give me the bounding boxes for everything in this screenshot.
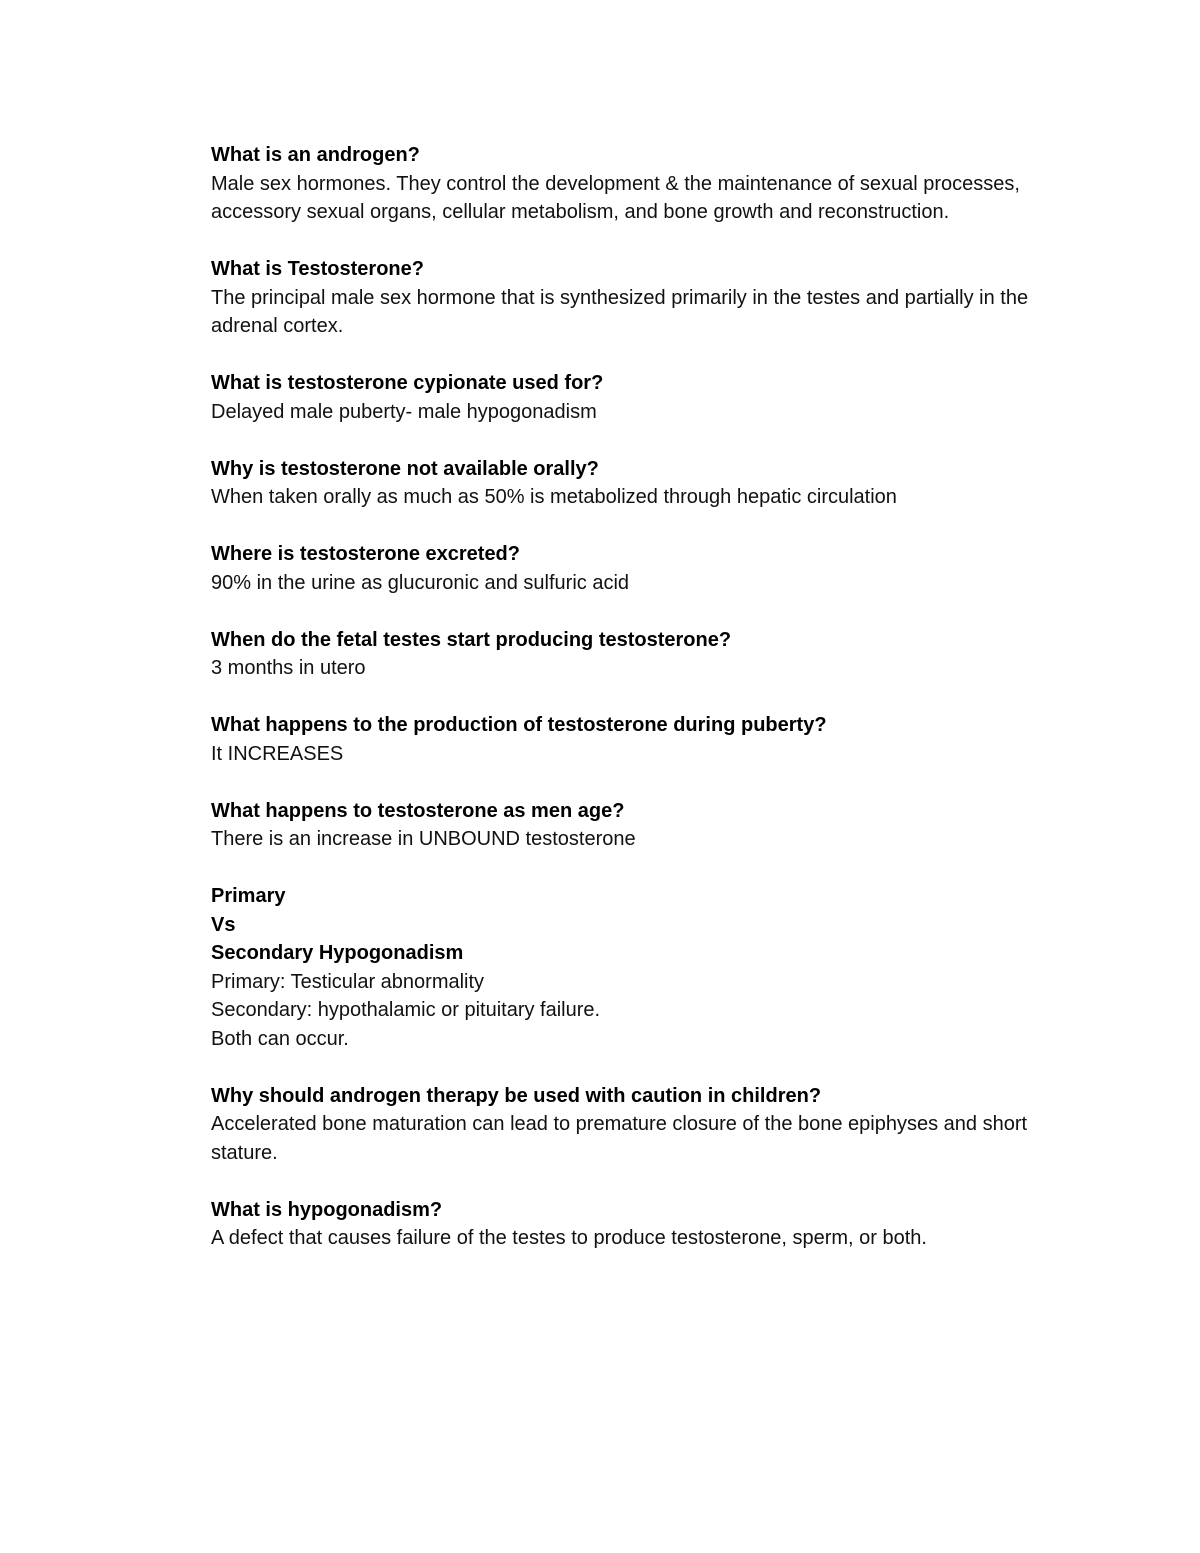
answer-text: 90% in the urine as glucuronic and sulfuric acid [211,571,630,594]
answer-text: It INCREASES [211,742,344,765]
answer-text: Delayed male puberty- male hypogonadism [211,400,597,423]
qa-item-hypogonadism [211,1196,1071,1253]
document-page [211,141,1071,1281]
answer-text: There is an increase in UNBOUND testosterone [211,828,636,850]
answer-text: Both can occur. [211,1027,349,1050]
qa-item-androgen [211,141,1071,227]
answer-text: A defect that causes failure of the testes to produce testosterone, sperm, or both. [211,1227,927,1249]
answer-text: Primary: Testicular abnormality [211,970,485,993]
question-text: What is an androgen? [211,144,420,166]
qa-item-puberty [211,711,1071,768]
qa-item-primary-vs-secondary [211,882,1071,1053]
question-text: Why is testosterone not available orally? [211,457,599,480]
question-text: Vs [211,913,236,936]
question-text: What happens to the production of testosterone during puberty? [211,714,827,736]
qa-item-fetal-testes [211,626,1071,683]
answer-text: 3 months in utero [211,657,366,679]
answer-text: When taken orally as much as 50% is metabolized through hepatic circulation [211,486,897,508]
qa-item-testosterone [211,255,1071,341]
answer-text: Secondary: hypothalamic or pituitary failure. [211,999,601,1021]
qa-item-oral-availability [211,455,1071,512]
question-text: What is hypogonadism? [211,1198,443,1221]
answer-text: Male sex hormones. They control the development & the maintenance of sexual processes, accessory sexual organs, cellular metabolism, and bone growth and reconstruction. [211,172,1020,223]
question-text: Secondary Hypogonadism [211,942,464,964]
qa-item-aging [211,797,1071,854]
question-text: When do the fetal testes start producing testosterone? [211,628,732,651]
question-text: Why should androgen therapy be used with caution in children? [211,1084,822,1107]
qa-item-children-caution [211,1082,1071,1168]
qa-item-cypionate [211,369,1071,426]
answer-text: The principal male sex hormone that is synthesized primarily in the testes and partially in the adrenal cortex. [211,286,1029,337]
question-text: Primary [211,885,286,907]
qa-item-excretion [211,540,1071,597]
question-text: What happens to testosterone as men age? [211,799,625,822]
question-text: What is testosterone cypionate used for? [211,372,604,394]
answer-text: Accelerated bone maturation can lead to premature closure of the bone epiphyses and short stature. [211,1113,1028,1164]
question-text: What is Testosterone? [211,258,424,280]
question-text: Where is testosterone excreted? [211,543,520,565]
